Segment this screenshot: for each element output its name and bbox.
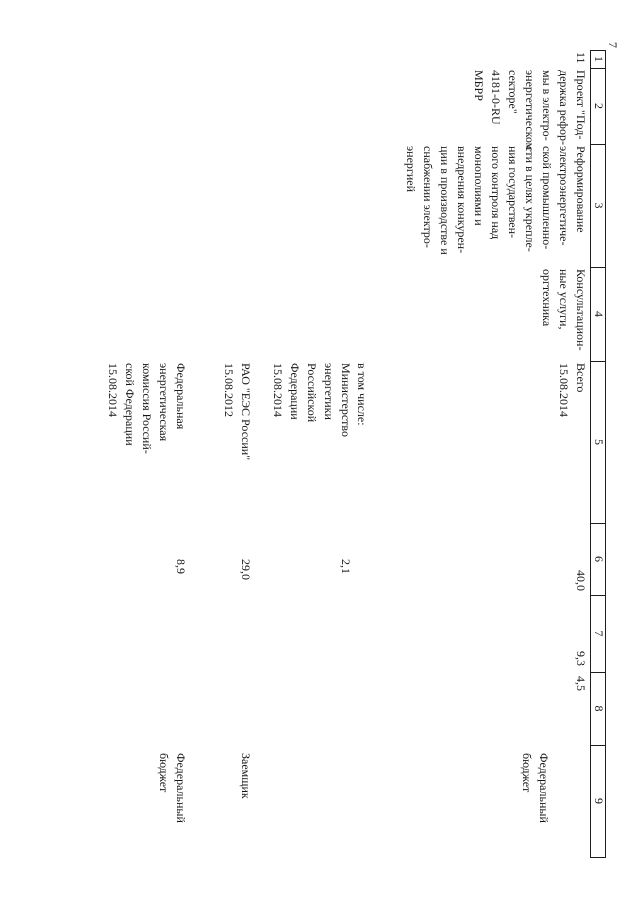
including-label: в том числе: [355,363,369,426]
sub-funding-source: Федеральный бюджет [157,753,188,823]
sub-entity: Министерство энергетики Российской Федерации 15.08.2014 [271,363,353,437]
column-header-6: 6 [592,556,606,562]
service-type: Консультацион- ные услуги, оргтехника [540,269,588,351]
total-amount: 40,0 [574,570,588,591]
column-header-5: 5 [592,439,606,445]
sub-entity: Федеральная энергетическая комиссия Россий- ской Федерации 15.08.2014 [106,363,188,454]
column-8-value: 4,5 [574,676,588,691]
column-header-1: 1 [592,56,606,62]
project-purpose: Реформирование электроэнергетиче- ской промышленно- сти в целях укрепле- ния государствен- ного контроля над монополиями и внедрения конкурен- ции в производстве и снабжении электро- энергией [404,146,588,255]
column-header-7: 7 [592,630,606,637]
column-rule [590,857,606,858]
sub-funding-source: Заемщик [239,753,253,799]
document-table [20,17,640,897]
column-header-8: 8 [592,705,606,712]
project-name: Проект "Под- держка рефор- мы в электро- энергетическом секторе" 4181-0-RU МБРР [472,70,588,151]
column-header-4: 4 [592,311,606,317]
sub-amount: 8,9 [174,559,188,574]
column-header-3: 3 [592,202,606,209]
column-header-2: 2 [592,103,606,109]
sub-amount: 29,0 [239,559,253,580]
sub-entity: РАО "ЕЭС России" 15.08.2012 [222,363,253,461]
first-funding-source: Федеральный бюджет [520,753,551,823]
page-number: 7 [606,42,620,48]
total-label: Всего 15.08.2014 [557,363,588,417]
column-7-value: 9,3 [574,651,588,666]
column-header-9: 9 [592,798,606,804]
sub-amount: 2,1 [339,559,353,574]
row-index: 11 [574,52,588,64]
